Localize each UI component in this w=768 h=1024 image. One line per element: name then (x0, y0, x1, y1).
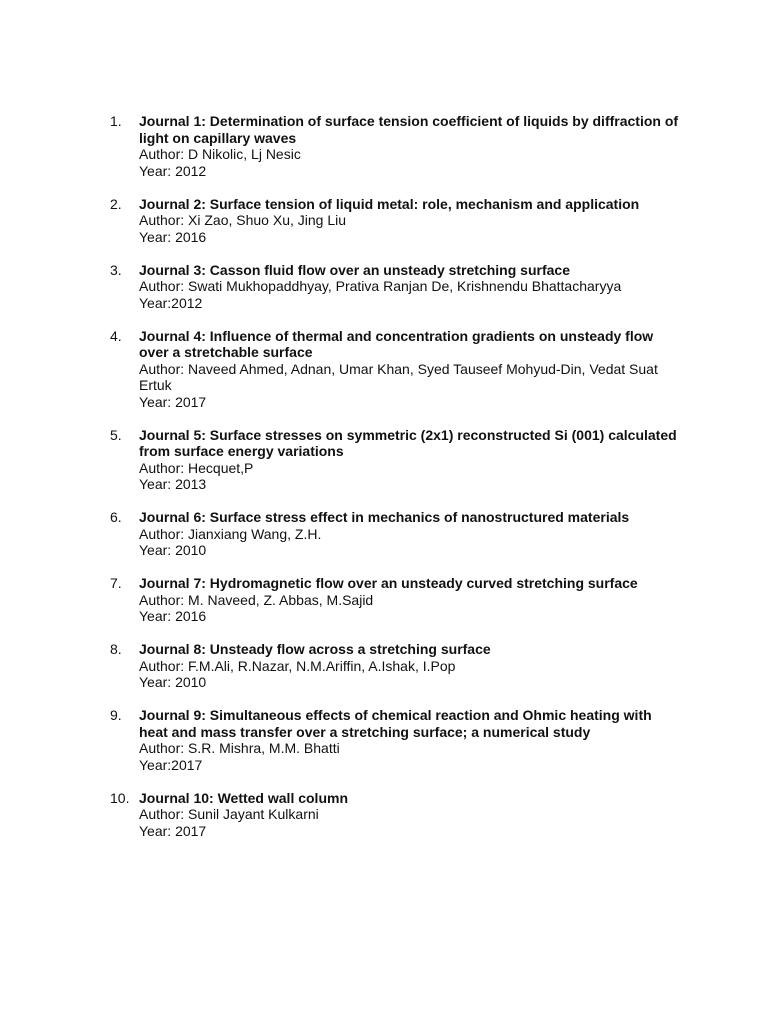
journal-title: Journal 7: Hydromagnetic flow over an unsteady curved stretching surface (139, 575, 638, 591)
list-item (110, 509, 680, 559)
item-number: 4. (110, 327, 122, 344)
journal-title: Journal 6: Surface stress effect in mechanics of nanostructured materials (139, 509, 630, 525)
item-number: 3. (110, 261, 122, 278)
journal-year: Year:2012 (139, 294, 203, 311)
journal-year: Year: 2017 (139, 822, 207, 839)
journal-author: Author: Sunil Jayant Kulkarni (139, 806, 319, 822)
journal-year: Year: 2013 (139, 476, 207, 492)
journal-author: Author: M. Naveed, Z. Abbas, M.Sajid (139, 591, 374, 608)
journal-author: Author: Jianxiang Wang, Z.H. (139, 525, 322, 542)
journal-title: Journal 10: Wetted wall column (139, 789, 349, 806)
journal-author: Author: D Nikolic, Lj Nesic (139, 146, 301, 162)
item-number: 5. (110, 426, 122, 443)
list-item (110, 707, 680, 773)
list-item (110, 196, 680, 246)
journal-year: Year: 2017 (139, 393, 207, 410)
journal-year: Year: 2012 (139, 162, 207, 179)
journal-title: Journal 1: Determination of surface tension coefficient of liquids by diffraction of light on capillary waves (139, 113, 679, 146)
journal-title: Journal 3: Casson fluid flow over an unsteady stretching surface (139, 261, 570, 278)
journal-title: Journal 9: Simultaneous effects of chemical reaction and Ohmic heating with heat and mass transfer over a stretching surface; a numerical study (139, 707, 652, 740)
journal-year: Year:2017 (139, 756, 203, 773)
item-number: 1. (110, 113, 122, 129)
item-number: 10. (110, 789, 130, 806)
journal-author: Author: Hecquet,P (139, 459, 254, 476)
journal-year: Year: 2010 (139, 542, 207, 558)
journal-year: Year: 2016 (139, 608, 207, 624)
journal-title: Journal 4: Influence of thermal and concentration gradients on unsteady flow over a stretchable surface (139, 327, 654, 360)
list-item (110, 427, 680, 493)
item-number: 7. (110, 575, 122, 591)
list-item (110, 790, 680, 840)
item-number: 6. (110, 509, 122, 525)
journal-year: Year: 2016 (139, 228, 207, 245)
journal-title: Journal 8: Unsteady flow across a stretching surface (139, 641, 491, 657)
journal-year: Year: 2010 (139, 674, 207, 690)
journal-author: Author: Naveed Ahmed, Adnan, Umar Khan, Syed Tauseef Mohyud-Din, Vedat Suat Ertuk (139, 360, 658, 393)
journal-author: Author: Swati Mukhopaddhyay, Prativa Ranjan De, Krishnendu Bhattacharyya (139, 278, 622, 294)
journal-title: Journal 2: Surface tension of liquid metal: role, mechanism and application (139, 195, 640, 212)
list-item (110, 328, 680, 411)
journal-author: Author: F.M.Ali, R.Nazar, N.M.Ariffin, A.Ishak, I.Pop (139, 657, 456, 674)
reference-list (110, 113, 680, 856)
item-number: 2. (110, 195, 122, 212)
journal-author: Author: Xi Zao, Shuo Xu, Jing Liu (139, 212, 347, 228)
journal-title: Journal 5: Surface stresses on symmetric (2x1) reconstructed Si (001) calculated from surface energy variations (139, 426, 677, 459)
list-item (110, 113, 680, 179)
list-item (110, 641, 680, 691)
journal-author: Author: S.R. Mishra, M.M. Bhatti (139, 740, 340, 756)
list-item (110, 575, 680, 625)
list-item (110, 262, 680, 312)
item-number: 8. (110, 641, 122, 657)
item-number: 9. (110, 707, 122, 723)
